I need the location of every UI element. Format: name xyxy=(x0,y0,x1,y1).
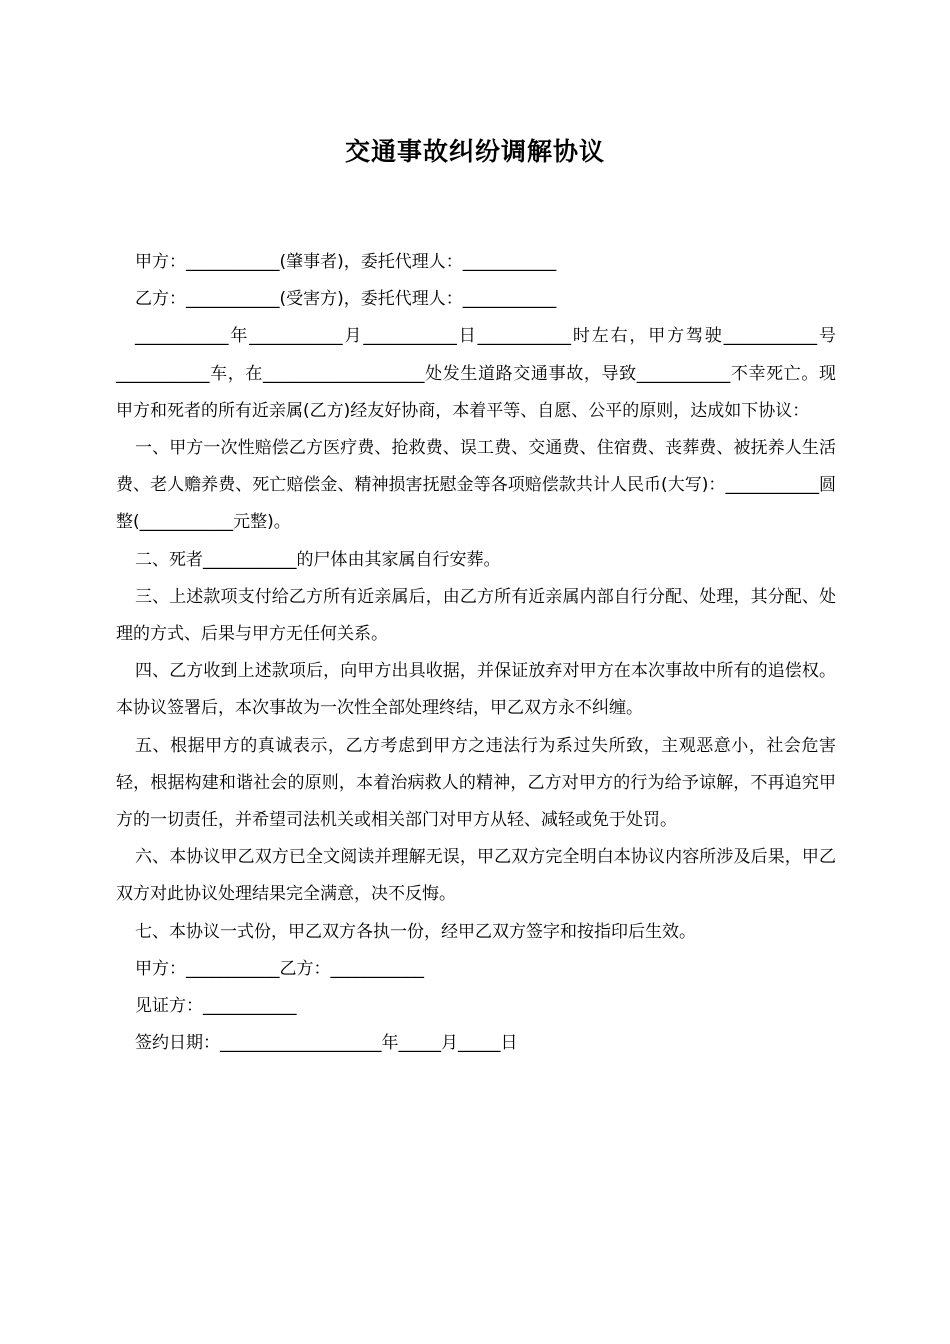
document-body xyxy=(116,244,836,1062)
clause-3: 三、上述款项支付给乙方所有近亲属后，由乙方所有近亲属内部自行分配、处理，其分配、处理的方式、后果与甲方无任何关系。 xyxy=(116,586,836,645)
clause-1: 一、甲方一次性赔偿乙方医疗费、抢救费、误工费、交通费、住宿费、丧葬费、被抚养人生活费、老人赡养费、死亡赔偿金、精神损害抚慰金等各项赔偿款共计人民币(大写)：___________圆整(___________元整)。 xyxy=(116,438,836,533)
clause-7: 七、本协议一式份，甲乙双方各执一份，经甲乙双方签字和按指印后生效。 xyxy=(135,921,696,942)
clause-5: 五、根据甲方的真诚表示，乙方考虑到甲方之违法行为系过失所致，主观恶意小，社会危害轻，根据构建和谐社会的原则，本着治病救人的精神，乙方对甲方的行为给予谅解，不再追究甲方的一切责任，并希望司法机关或相关部门对甲方从轻、减轻或免于处罚。 xyxy=(116,735,836,831)
party-a-line: 甲方：___________(肇事者)，委托代理人：___________ xyxy=(135,252,557,272)
clause-6: 六、本协议甲乙双方已全文阅读并理解无误，甲乙双方完全明白本协议内容所涉及后果，甲乙双方对此协议处理结果完全满意，决不反悔。 xyxy=(116,847,836,905)
witness-line: 见证方：___________ xyxy=(135,996,297,1017)
sign-date-line: 签约日期：___________________年_____月_____日 xyxy=(135,1033,518,1054)
party-b-line: 乙方：___________(受害方)，委托代理人：___________ xyxy=(135,289,557,310)
signature-line: 甲方：___________乙方：___________ xyxy=(135,958,424,979)
clause-2: 二、死者___________的尸体由其家属自行安葬。 xyxy=(135,549,501,570)
accident-description: ___________年___________月___________日___________时左右，甲方驾驶___________号___________车，在___________________处发生道路交通事故，导致___________不幸死亡。现甲方和死者的所有近亲属(乙方)经友好协商，本着平等、自愿、公平的原则，达成如下协议： xyxy=(116,326,836,421)
document-title: 交通事故纠纷调解协议 xyxy=(344,137,605,166)
clause-4: 四、乙方收到上述款项后，向甲方出具收据，并保证放弃对甲方在本次事故中所有的追偿权。本协议签署后，本次事故为一次性全部处理终结，甲乙双方永不纠缠。 xyxy=(116,661,836,719)
